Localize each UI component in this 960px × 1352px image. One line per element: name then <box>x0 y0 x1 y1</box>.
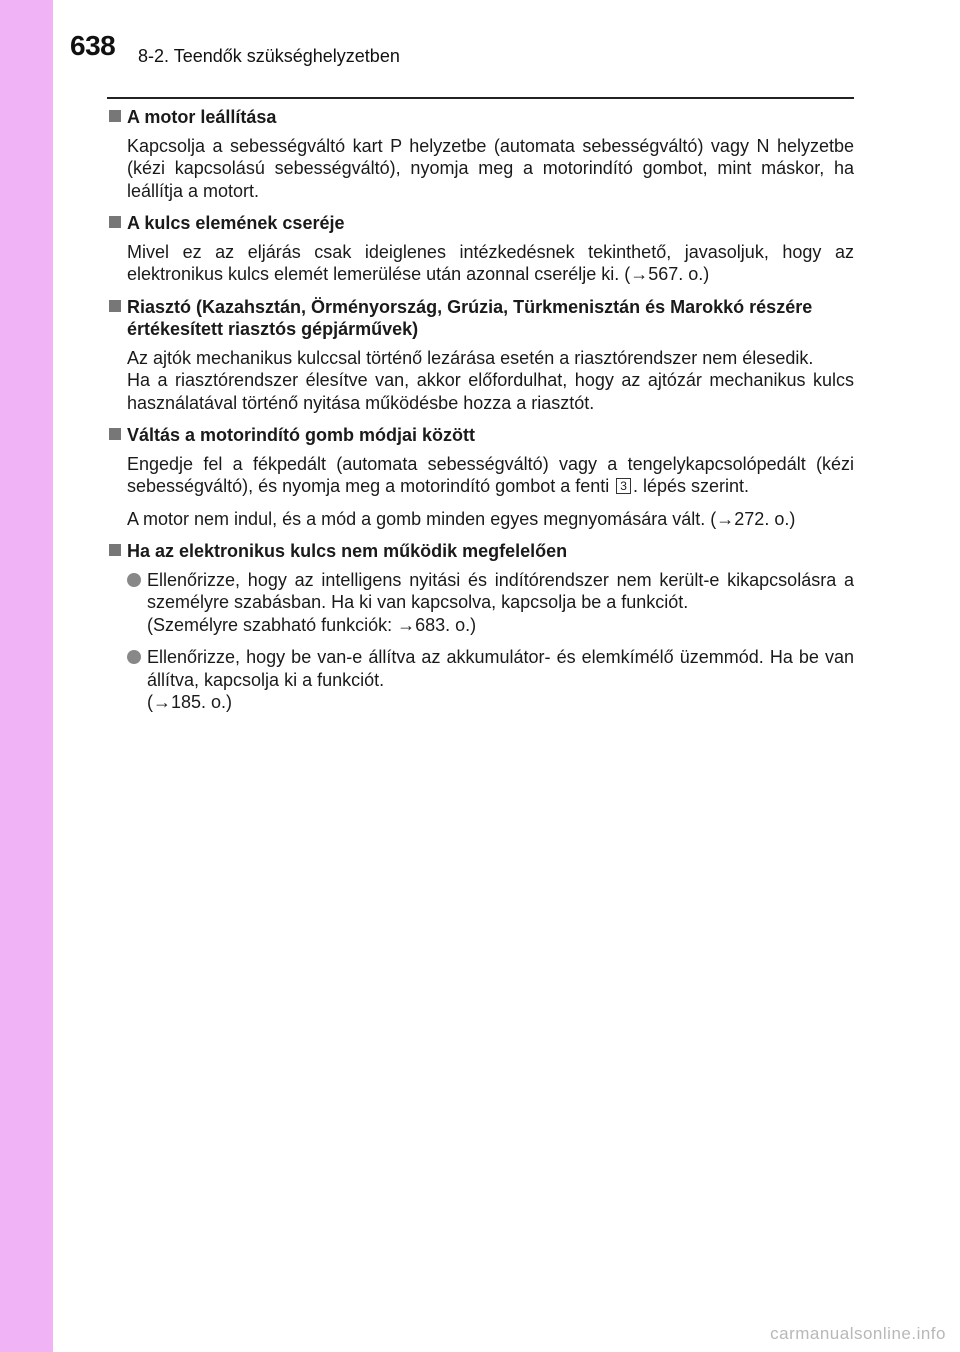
heading-text: Riasztó (Kazahsztán, Örményország, Grúzia, Türkmenisztán és Marokkó részére értékesített riasztós gépjárművek) <box>127 296 813 339</box>
section-heading <box>107 296 854 341</box>
heading-text: Ha az elektronikus kulcs nem működik megfelelően <box>127 541 568 561</box>
paragraph: Kapcsolja a sebességváltó kart P helyzetbe (automata sebességváltó) vagy N helyzetbe (kézi kapcsolású sebességváltó), nyomja meg a motorindító gombot, mint máskor, ha leállítja a motort. <box>127 135 854 201</box>
header-rule <box>107 97 854 99</box>
square-bullet-icon <box>109 216 121 228</box>
paragraph-text: . lépés szerint. <box>632 476 750 496</box>
step-number-badge: 3 <box>616 478 631 494</box>
section-heading <box>107 424 854 447</box>
paragraph: Mivel ez az eljárás csak ideiglenes intézkedésnek tekinthető, javasoljuk, hogy az elektronikus kulcs elemét lemerülése után azonnal cserélje ki. (→567. o.) <box>127 241 854 284</box>
list-item <box>107 569 854 637</box>
watermark: carmanualsonline.info <box>770 1324 946 1343</box>
chapter-title: 8-2. Teendők szükséghelyzetben <box>138 46 400 66</box>
content <box>107 106 854 724</box>
section-key-battery <box>107 212 854 286</box>
section-engine-stop <box>107 106 854 202</box>
round-bullet-icon <box>127 573 141 587</box>
section-heading <box>107 212 854 235</box>
section-heading <box>107 540 854 563</box>
square-bullet-icon <box>109 300 121 312</box>
square-bullet-icon <box>109 544 121 556</box>
section-mode-switch <box>107 424 854 530</box>
section-heading <box>107 106 854 129</box>
chapter-side-bar <box>0 0 53 1352</box>
paragraph: Az ajtók mechanikus kulccsal történő lezárása esetén a riasztórendszer nem élesedik. <box>127 347 814 368</box>
list-item <box>107 646 854 714</box>
paragraph: Ha a riasztórendszer élesítve van, akkor előfordulhat, hogy az ajtózár mechanikus kulcs használatával történő nyitása működésbe hozza a riasztót. <box>127 370 854 413</box>
square-bullet-icon <box>109 110 121 122</box>
list-item-text: Ellenőrizze, hogy az intelligens nyitási és indítórendszer nem került-e kikapcsolásra a személyre szabásban. Ha ki van kapcsolva, kapcsolja be a funkciót. <box>147 569 854 612</box>
round-bullet-icon <box>127 650 141 664</box>
page-number: 638 <box>70 30 116 61</box>
list-item-text: Ellenőrizze, hogy be van-e állítva az akkumulátor- és elemkímélő üzemmód. Ha be van állítva, kapcsolja ki a funkciót. <box>147 647 854 690</box>
page-reference: (Személyre szabható funkciók: →683. o.) <box>147 614 477 635</box>
heading-text: A motor leállítása <box>127 107 277 127</box>
paragraph-text: Engedje fel a fékpedált (automata sebességváltó) vagy a tengelykapcsolópedált (kézi sebességváltó), és nyomja meg a motorindító gombot a fenti <box>127 453 854 496</box>
page-reference: (→185. o.) <box>147 692 233 712</box>
heading-text: Váltás a motorindító gomb módjai között <box>127 425 476 445</box>
paragraph <box>107 453 854 498</box>
heading-text: A kulcs elemének cseréje <box>127 213 345 233</box>
square-bullet-icon <box>109 428 121 440</box>
section-alarm <box>107 296 854 415</box>
paragraph: A motor nem indul, és a mód a gomb minden egyes megnyomására vált. (→272. o.) <box>127 508 796 529</box>
section-key-not-working <box>107 540 854 714</box>
